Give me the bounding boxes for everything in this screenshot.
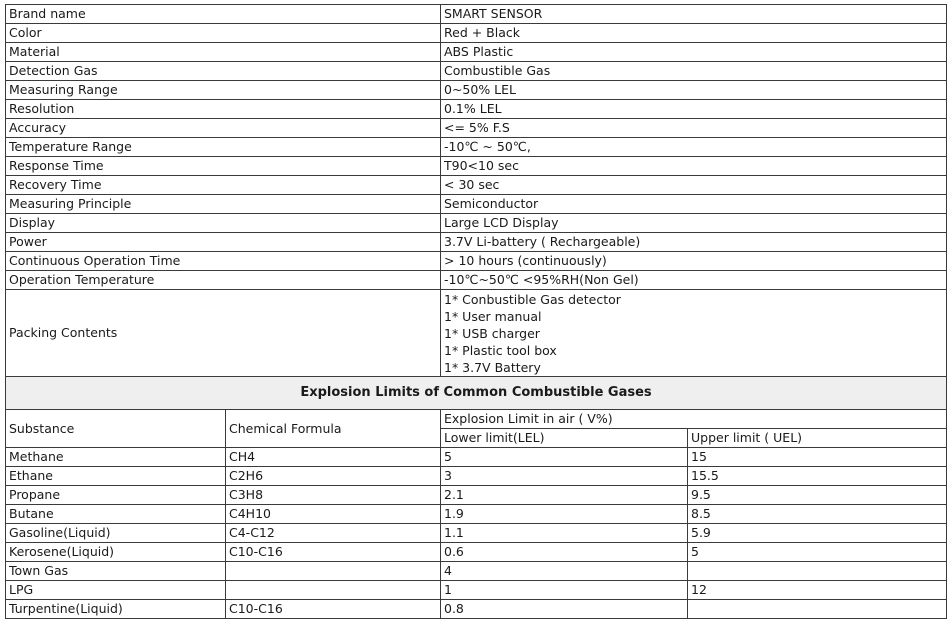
gas-upper-cell <box>688 562 947 581</box>
spec-value: > 10 hours (continuously) <box>441 252 947 271</box>
packing-item: 1* USB charger <box>444 326 540 341</box>
spec-value: Large LCD Display <box>441 214 947 233</box>
gas-lower-cell: 3 <box>441 467 688 486</box>
packing-item: 1* Plastic tool box <box>444 343 557 358</box>
spec-row <box>6 271 947 290</box>
gas-upper-cell: 12 <box>688 581 947 600</box>
gas-upper-cell: 15 <box>688 448 947 467</box>
spec-label: Accuracy <box>6 119 441 138</box>
limits-section <box>6 377 947 448</box>
spec-row <box>6 62 947 81</box>
gas-substance-cell: Turpentine(Liquid) <box>6 600 226 619</box>
gas-formula-cell <box>226 562 441 581</box>
spec-value: -10℃ ~ 50℃, <box>441 138 947 157</box>
gas-substance-cell: Town Gas <box>6 562 226 581</box>
packing-item: 1* User manual <box>444 309 542 324</box>
gas-lower-cell: 5 <box>441 448 688 467</box>
spec-label: Measuring Range <box>6 81 441 100</box>
gas-upper-cell: 8.5 <box>688 505 947 524</box>
spec-label: Operation Temperature <box>6 271 441 290</box>
spec-value: Combustible Gas <box>441 62 947 81</box>
packing-list <box>441 290 947 377</box>
spec-value: Red + Black <box>441 24 947 43</box>
gas-formula-cell: C10-C16 <box>226 543 441 562</box>
limits-title-row <box>6 377 947 410</box>
spec-row <box>6 5 947 24</box>
gas-substance-cell: Ethane <box>6 467 226 486</box>
gas-row <box>6 581 947 600</box>
gas-formula-cell: C4H10 <box>226 505 441 524</box>
spec-row <box>6 157 947 176</box>
spec-label: Detection Gas <box>6 62 441 81</box>
gas-lower-cell: 2.1 <box>441 486 688 505</box>
spec-value: 0.1% LEL <box>441 100 947 119</box>
packing-item: 1* Conbustible Gas detector <box>444 292 621 307</box>
spec-table <box>5 4 947 619</box>
gas-row <box>6 467 947 486</box>
spec-row <box>6 233 947 252</box>
gas-upper-cell <box>688 600 947 619</box>
spec-value: T90<10 sec <box>441 157 947 176</box>
gas-row <box>6 562 947 581</box>
limits-body <box>6 448 947 619</box>
gas-substance-cell: Methane <box>6 448 226 467</box>
gas-formula-cell <box>226 581 441 600</box>
spec-value: 0~50% LEL <box>441 81 947 100</box>
spec-label: Measuring Principle <box>6 195 441 214</box>
gas-upper-cell: 5 <box>688 543 947 562</box>
spec-value: SMART SENSOR <box>441 5 947 24</box>
spec-label: Color <box>6 24 441 43</box>
col-lower-header: Lower limit(LEL) <box>441 429 688 448</box>
spec-row <box>6 176 947 195</box>
packing-section <box>6 290 947 377</box>
gas-substance-cell: Kerosene(Liquid) <box>6 543 226 562</box>
spec-body <box>6 5 947 290</box>
col-substance-header: Substance <box>6 410 226 448</box>
spec-row <box>6 138 947 157</box>
spec-row <box>6 100 947 119</box>
spec-value: < 30 sec <box>441 176 947 195</box>
gas-row <box>6 448 947 467</box>
spec-row <box>6 195 947 214</box>
spec-label: Power <box>6 233 441 252</box>
packing-row <box>6 290 947 377</box>
spec-label: Material <box>6 43 441 62</box>
gas-formula-cell: C4-C12 <box>226 524 441 543</box>
spec-row <box>6 252 947 271</box>
spec-label: Response Time <box>6 157 441 176</box>
spec-value: Semiconductor <box>441 195 947 214</box>
gas-substance-cell: Gasoline(Liquid) <box>6 524 226 543</box>
spec-row <box>6 214 947 233</box>
spec-row <box>6 24 947 43</box>
spec-row <box>6 81 947 100</box>
gas-substance-cell: LPG <box>6 581 226 600</box>
gas-formula-cell: C2H6 <box>226 467 441 486</box>
spec-label: Display <box>6 214 441 233</box>
spec-value: ABS Plastic <box>441 43 947 62</box>
spec-value: 3.7V Li-battery ( Rechargeable) <box>441 233 947 252</box>
col-upper-header: Upper limit ( UEL) <box>688 429 947 448</box>
gas-lower-cell: 1.1 <box>441 524 688 543</box>
col-limit-group-header: Explosion Limit in air ( V%) <box>441 410 947 429</box>
spec-value: -10℃~50℃ <95%RH(Non Gel) <box>441 271 947 290</box>
gas-row <box>6 524 947 543</box>
spec-value: <= 5% F.S <box>441 119 947 138</box>
spec-row <box>6 119 947 138</box>
gas-lower-cell: 0.8 <box>441 600 688 619</box>
spec-label: Temperature Range <box>6 138 441 157</box>
spec-label: Resolution <box>6 100 441 119</box>
limits-title: Explosion Limits of Common Combustible Gases <box>6 377 947 410</box>
spec-sheet <box>5 4 946 619</box>
spec-row <box>6 43 947 62</box>
gas-upper-cell: 5.9 <box>688 524 947 543</box>
gas-substance-cell: Butane <box>6 505 226 524</box>
gas-formula-cell: CH4 <box>226 448 441 467</box>
gas-row <box>6 600 947 619</box>
spec-label: Brand name <box>6 5 441 24</box>
gas-lower-cell: 0.6 <box>441 543 688 562</box>
gas-lower-cell: 4 <box>441 562 688 581</box>
gas-row <box>6 505 947 524</box>
gas-upper-cell: 15.5 <box>688 467 947 486</box>
gas-row <box>6 486 947 505</box>
gas-lower-cell: 1.9 <box>441 505 688 524</box>
gas-lower-cell: 1 <box>441 581 688 600</box>
gas-substance-cell: Propane <box>6 486 226 505</box>
spec-label: Continuous Operation Time <box>6 252 441 271</box>
gas-formula-cell: C3H8 <box>226 486 441 505</box>
col-formula-header: Chemical Formula <box>226 410 441 448</box>
limits-header-row-1 <box>6 410 947 429</box>
spec-label: Recovery Time <box>6 176 441 195</box>
packing-label: Packing Contents <box>6 290 441 377</box>
gas-row <box>6 543 947 562</box>
gas-upper-cell: 9.5 <box>688 486 947 505</box>
packing-item: 1* 3.7V Battery <box>444 360 541 375</box>
gas-formula-cell: C10-C16 <box>226 600 441 619</box>
